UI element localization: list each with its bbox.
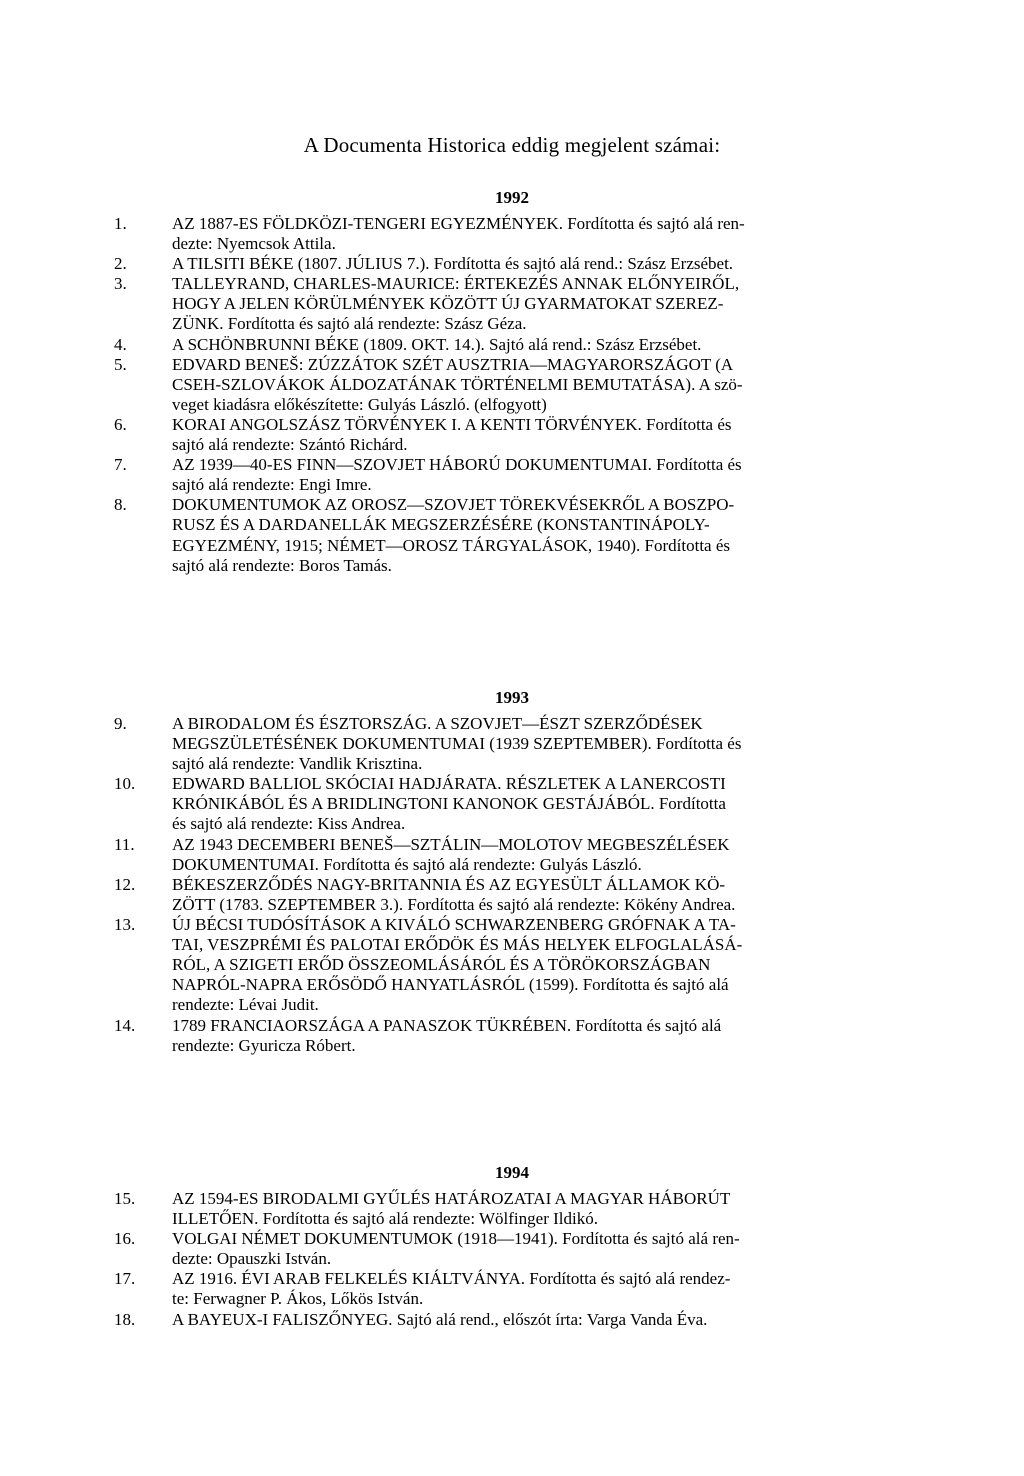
item-text-line: NAPRÓL-NAPRA ERŐSÖDŐ HANYATLÁSRÓL (1599). Fordította és sajtó alá [172,975,729,995]
item-text-line: AZ 1887-ES FÖLDKÖZI-TENGERI EGYEZMÉNYEK. Fordította és sajtó alá ren- [172,214,745,233]
item-number: 15. [114,1189,136,1208]
item-text-line: EDWARD BALLIOL SKÓCIAI HADJÁRATA. RÉSZLETEK A LANERCOSTI [172,774,726,794]
item-text-line: 1789 FRANCIAORSZÁGA A PANASZOK TÜKRÉBEN. Fordította és sajtó alá [172,1015,722,1035]
item-text-line: KRÓNIKÁBÓL ÉS A BRIDLINGTONI KANONOK GESTÁJÁBÓL. Fordította [172,794,726,814]
list-item [0,1229,1024,1269]
list-item [0,714,1024,774]
item-text-line: A BAYEUX-I FALISZŐNYEG. Sajtó alá rend., előszót írta: Varga Vanda Éva. [172,1309,708,1329]
item-text-line: MEGSZÜLETÉSÉNEK DOKUMENTUMAI (1939 SZEPTEMBER). Fordította és [172,734,742,754]
list-item [0,835,1024,875]
item-number: 1. [114,214,127,233]
list-item [0,355,1024,415]
item-text-line: ZÖTT (1783. SZEPTEMBER 3.). Fordította és sajtó alá rendezte: Kökény Andrea. [172,894,736,914]
list-item [0,875,1024,915]
item-number: 3. [114,274,127,294]
item-text-line: ILLETŐEN. Fordította és sajtó alá rendezte: Wölfinger Ildikó. [172,1209,598,1229]
item-number: 5. [114,354,127,374]
item-number: 9. [114,714,127,733]
item-text-line: dezte: Nyemcsok Attila. [172,234,336,254]
item-number: 14. [114,1015,136,1035]
item-text-line: A SCHÖNBRUNNI BÉKE (1809. OKT. 14.). Sajtó alá rend.: Szász Erzsébet. [172,334,702,354]
item-number: 7. [114,455,127,475]
item-text-line: BÉKESZERZŐDÉS NAGY-BRITANNIA ÉS AZ EGYESÜLT ÁLLAMOK KÖ- [172,874,726,894]
item-number: 18. [114,1309,136,1329]
item-text-line: dezte: Opauszki István. [172,1249,332,1269]
item-text-line: sajtó alá rendezte: Engi Imre. [172,475,372,495]
page-title: A Documenta Historica eddig megjelent számai: [303,133,721,157]
item-number: 2. [114,254,127,274]
item-text-line: DOKUMENTUMOK AZ OROSZ—SZOVJET TÖREKVÉSEKRŐL A BOSZPO- [172,495,735,515]
item-text-line: KORAI ANGOLSZÁSZ TÖRVÉNYEK I. A KENTI TÖRVÉNYEK. Fordította és [172,415,732,434]
item-number: 4. [114,334,127,354]
list-item [0,774,1024,834]
item-number: 16. [114,1229,136,1249]
item-text-line: AZ 1594-ES BIRODALMI GYŰLÉS HATÁROZATAI A MAGYAR HÁBORÚT [172,1189,731,1208]
item-text-line: DOKUMENTUMAI. Fordította és sajtó alá rendezte: Gulyás László. [172,854,642,874]
list-item [0,1016,1024,1056]
item-text-line: ÚJ BÉCSI TUDÓSÍTÁSOK A KIVÁLÓ SCHWARZENBERG GRÓFNAK A TA- [172,915,736,934]
item-text-line: AZ 1943 DECEMBERI BENEŠ—SZTÁLIN—MOLOTOV MEGBESZÉLÉSEK [172,834,730,854]
item-text-line: A TILSITI BÉKE (1807. JÚLIUS 7.). Fordította és sajtó alá rend.: Szász Erzsébet. [172,254,734,274]
year-heading: 1994 [495,1163,529,1182]
item-text-line: veget kiadásra előkészítette: Gulyás László. (elfogyott) [172,394,547,414]
item-text-line: és sajtó alá rendezte: Kiss Andrea. [172,814,406,834]
item-text-line: VOLGAI NÉMET DOKUMENTUMOK (1918—1941). Fordította és sajtó alá ren- [172,1229,740,1249]
item-number: 10. [114,774,136,794]
item-number: 8. [114,495,127,515]
item-number: 17. [114,1269,136,1289]
list-item [0,415,1024,455]
item-text-line: sajtó alá rendezte: Vandlik Krisztina. [172,754,423,774]
list-item [0,274,1024,334]
item-text-line: TAI, VESZPRÉMI ÉS PALOTAI ERŐDÖK ÉS MÁS HELYEK ELFOGLALÁSÁ- [172,935,743,955]
list-item [0,1269,1024,1309]
item-number: 12. [114,874,136,894]
item-number: 6. [114,415,127,434]
list-item [0,915,1024,1016]
list-item [0,254,1024,274]
year-heading: 1993 [495,688,529,707]
list-item [0,335,1024,355]
list-item [0,455,1024,495]
item-text-line: AZ 1916. ÉVI ARAB FELKELÉS KIÁLTVÁNYA. Fordította és sajtó alá rendez- [172,1269,731,1289]
item-text-line: RÓL, A SZIGETI ERŐD ÖSSZEOMLÁSÁRÓL ÉS A TÖRÖKORSZÁGBAN [172,955,711,975]
item-text-line: sajtó alá rendezte: Szántó Richárd. [172,435,408,455]
item-text-line: EDVARD BENEŠ: ZÚZZÁTOK SZÉT AUSZTRIA—MAGYARORSZÁGOT (A [172,354,734,374]
item-text-line: sajtó alá rendezte: Boros Tamás. [172,555,392,575]
list-item [0,1310,1024,1330]
item-text-line: ZÜNK. Fordította és sajtó alá rendezte: Szász Géza. [172,314,527,334]
list-item [0,495,1024,575]
item-text-line: A BIRODALOM ÉS ÉSZTORSZÁG. A SZOVJET—ÉSZT SZERZŐDÉSEK [172,714,703,733]
item-text-line: HOGY A JELEN KÖRÜLMÉNYEK KÖZÖTT ÚJ GYARMATOKAT SZEREZ- [172,294,724,314]
item-text-line: RUSZ ÉS A DARDANELLÁK MEGSZERZÉSÉRE (KONSTANTINÁPOLY- [172,515,710,535]
item-text-line: EGYEZMÉNY, 1915; NÉMET—OROSZ TÁRGYALÁSOK, 1940). Fordította és [172,535,731,555]
item-text-line: CSEH-SZLOVÁKOK ÁLDOZATÁNAK TÖRTÉNELMI BEMUTATÁSA). A szö- [172,374,743,394]
item-text-line: te: Ferwagner P. Ákos, Lőkös István. [172,1289,424,1309]
item-text-line: rendezte: Lévai Judit. [172,995,319,1015]
item-text-line: TALLEYRAND, CHARLES-MAURICE: ÉRTEKEZÉS ANNAK ELŐNYEIRŐL, [172,274,740,294]
list-item [0,214,1024,254]
year-heading: 1992 [495,188,529,207]
item-number: 11. [114,834,135,854]
item-text-line: rendezte: Gyuricza Róbert. [172,1035,356,1055]
list-item [0,1189,1024,1229]
item-text-line: AZ 1939—40-ES FINN—SZOVJET HÁBORÚ DOKUMENTUMAI. Fordította és [172,455,742,475]
item-number: 13. [114,915,136,934]
